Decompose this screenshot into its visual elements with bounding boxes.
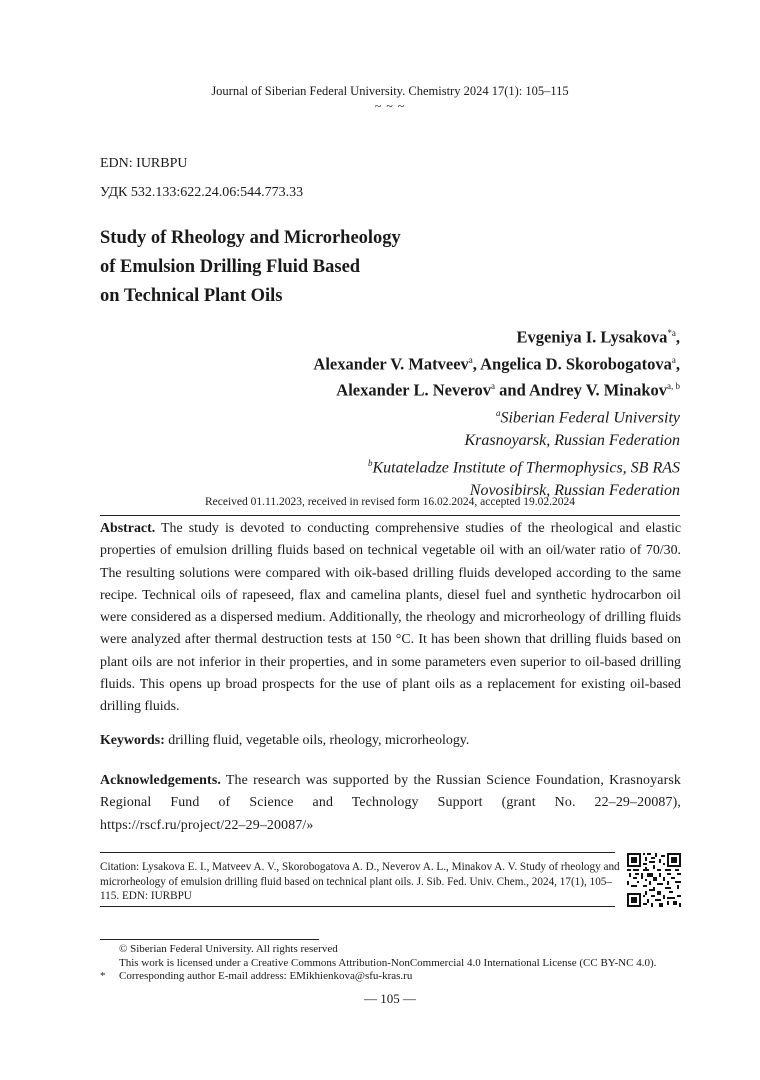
- abstract-label: Abstract.: [100, 521, 156, 536]
- affiliation-b-line-2: Novosibirsk, Russian Federation: [469, 482, 680, 500]
- page-number: — 105 —: [364, 991, 416, 1006]
- citation: Citation: Lysakova E. I., Matveev A. V., Skorobogatova A. D., Neverov A. L., Minakov A. V. Study of rheology and microrheology of emulsion drilling fluid based on technical plant oils. J. Sib. Fed. Univ. Chem., 2024, 17(1), 105–115. EDN: IURBPU: [100, 861, 620, 902]
- abstract: [100, 518, 681, 719]
- author-block: [313, 322, 680, 502]
- qr-code-icon: [627, 853, 681, 907]
- footnote-divider: [100, 939, 319, 940]
- divider: [100, 852, 615, 853]
- author-name: Alexander V. Matveev: [313, 354, 469, 373]
- footnote-marker: *: [100, 970, 106, 982]
- copyright-note: © Siberian Federal University. All rights reserved: [119, 943, 338, 955]
- keywords-label: Keywords:: [100, 733, 165, 748]
- udk-code: УДК 532.133:622.24.06:544.773.33: [100, 185, 304, 200]
- acknowledgements: [100, 770, 681, 837]
- author-affiliation-mark: *a: [667, 328, 676, 338]
- keywords-text: drilling fluid, vegetable oils, rheology, microrheology.: [164, 733, 470, 748]
- author-line-2: Alexander V. Matveev$^a$, Angelica D. Skorobogatova$^a$,: [313, 354, 680, 373]
- author-affiliation-mark: a: [671, 354, 676, 365]
- abstract-text: The study is devoted to conducting comprehensive studies of the rheological and elastic properties of emulsion drilling fluids based on technical vegetable oil with an oil/water ratio of 70/30. The resulting solutions were compared with oik-based drilling fluids developed according to the same recipe. Technical oils of rapeseed, flax and camelina plants, diesel fuel and synthetic hydrocarbon oil were considered as a dispersed medium. Additionally, the rheology and microrheology of drilling fluids were analyzed after thermal destruction tests at 150 °C. It has been shown that drilling fluids based on plant oils are not inferior in their properties, and in some parameters even superior to oil-based drilling fluids. This opens up broad prospects for the use of plant oils as a replacement for existing oil-based drilling fluids.: [100, 521, 681, 715]
- title-line-3: on Technical Plant Oils: [100, 286, 283, 306]
- header-ornament: ~ ~ ~: [374, 99, 406, 113]
- title-line-1: Study of Rheology and Microrheology: [100, 228, 401, 248]
- author-name: Alexander L. Neverov: [336, 380, 492, 400]
- affiliation-a-line-2: Krasnoyarsk, Russian Federation: [464, 431, 680, 449]
- journal-header: Journal of Siberian Federal University. Chemistry 2024 17(1): 105–115: [211, 84, 569, 98]
- affiliation-a-line-1: $^a$Siberian Federal University: [495, 407, 680, 426]
- corresponding-author-note: Corresponding author E-mail address: EMikhienkova@sfu-kras.ru: [119, 970, 413, 982]
- edn-id: EDN: IURBPU: [100, 156, 188, 171]
- divider: [100, 515, 680, 516]
- author-line-1: Evgeniya I. Lysakova$^{*a}$,: [516, 327, 680, 347]
- article-title: [100, 224, 520, 311]
- author-affiliation-mark: a, b: [667, 381, 680, 391]
- author-name: Andrey V. Minakov: [529, 380, 667, 400]
- divider: [100, 906, 615, 907]
- author-affiliation-mark: a: [468, 354, 473, 365]
- keywords: [100, 730, 681, 752]
- affiliation-b-line-1: $^b$Kutateladze Institute of Thermophysics, SB RAS: [367, 457, 680, 477]
- author-line-3: Alexander L. Neverov$^a$ and Andrey V. Minakov$^{a, b}$: [336, 380, 680, 400]
- acknowledgements-label: Acknowledgements.: [100, 773, 222, 788]
- received-dates: Received 01.11.2023, received in revised form 16.02.2024, accepted 19.02.2024: [204, 496, 576, 508]
- author-affiliation-mark: a: [491, 381, 496, 391]
- acknowledgements-text: The research was supported by the Russian Science Foundation, Krasnoyarsk Regional Fund of Science and Technology Support (grant No. 22–29–20087), https://rscf.ru/project/22–29–20087/»: [100, 773, 681, 833]
- license-note: This work is licensed under a Creative Commons Attribution-NonCommercial 4.0 International License (CC BY-NC 4.0).: [119, 957, 657, 969]
- author-name: Angelica D. Skorobogatova: [480, 354, 672, 373]
- author-name: Evgeniya I. Lysakova: [516, 327, 668, 347]
- title-line-2: of Emulsion Drilling Fluid Based: [100, 257, 361, 277]
